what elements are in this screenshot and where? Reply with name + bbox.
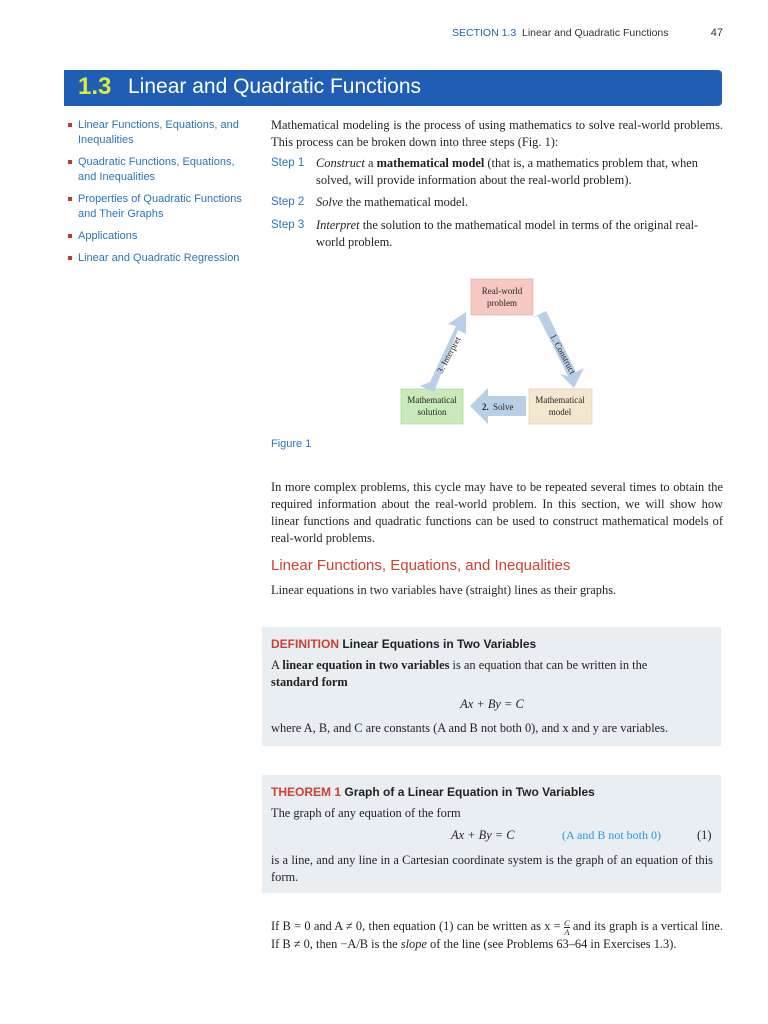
final-text: If B = 0 and A ≠ 0, then equation (1) can be written as x = [271,919,564,933]
real-world-problem-box [471,279,533,315]
definition-where: where A, B, and C are constants (A and B not both 0), and x and y are variables. [271,721,669,735]
theorem-keyword: THEOREM 1 [271,785,342,799]
interpret-arrow [420,312,466,392]
banner-title: Linear and Quadratic Functions [128,75,422,98]
theorem-title: Graph of a Linear Equation in Two Variables [344,785,595,799]
step-label: Step 3 [271,219,305,231]
step-3 [271,217,723,251]
fraction-denominator: A [564,926,570,937]
equation-number: (1) [697,828,712,842]
intro-paragraph: Mathematical modeling is the process of using mathematics to solve real-world problems. This process can be broken down into three steps (Fig. 1): [271,118,723,149]
definition-text: A [271,658,283,672]
topic-item: Linear and Quadratic Regression [68,251,248,266]
topic-item: Linear Functions, Equations, and Inequalities [68,118,248,148]
modeling-cycle-diagram [398,276,596,426]
final-paragraph [271,918,723,953]
step-label: Step 2 [271,196,305,208]
theorem-box [262,775,721,893]
solve-label: Solve [493,402,514,412]
solve-number: 2. [482,402,489,412]
step-text: (that is, a mathematics problem that, when solved, will provide information about the real-world problem). [316,156,698,187]
step-term: Interpret [316,218,360,232]
page-number: 47 [710,27,723,39]
section-label: SECTION 1.3 [452,27,517,39]
definition-text: is an equation that can be written in the [449,658,648,672]
step-text: a [364,156,377,170]
section-topics [68,118,248,273]
running-head [440,27,723,43]
definition-equation: Ax + By = C [460,697,524,711]
section-heading: Linear Functions, Equations, and Inequalities [271,557,571,574]
theorem-note: (A and B not both 0) [562,828,661,842]
final-text: of the line (see Problems 63–64 in Exercises 1.3). [426,936,677,951]
definition-line1 [271,657,713,674]
cycle-paragraph: In more complex problems, this cycle may have to be repeated several times to obtain the required information about the real-world problem. In this section, we will show how linear functions and quadratic functions can be used to construct mathematical models of real-world problems. [271,480,723,545]
step-label: Step 1 [271,157,305,169]
right-box-line2: model [548,407,572,417]
definition-line2 [271,674,713,691]
section-banner [64,70,722,106]
step-bold: mathematical model [376,156,485,170]
topic-item: Properties of Quadratic Functions and Their Graphs [68,192,248,222]
theorem-line1: The graph of any equation of the form [271,806,461,820]
top-box-line1: Real-world [481,286,523,296]
banner-number: 1.3 [78,73,112,100]
definition-bold: linear equation in two variables [282,658,450,672]
left-box-line2: solution [417,407,447,417]
definition-title: Linear Equations in Two Variables [342,637,537,651]
step-2 [271,194,723,211]
interpret-label: 3. Interpret [434,334,463,375]
left-box-line1: Mathematical [407,395,457,405]
definition-box [262,627,721,746]
step-term: Construct [316,156,365,170]
theorem-equation: Ax + By = C [451,828,515,842]
definition-keyword: DEFINITION [271,637,339,651]
theorem-header [271,785,595,799]
theorem-line2: is a line, and any line in a Cartesian coordinate system is the graph of an equation of this form. [271,853,713,884]
topic-item: Quadratic Functions, Equations, and Inequalities [68,155,248,185]
step-1 [271,155,723,189]
step-term: Solve [316,195,343,209]
topic-item: Applications [68,229,248,244]
section-title: Linear and Quadratic Functions [522,27,669,39]
definition-bold: standard form [271,675,348,689]
definition-header [271,637,536,651]
fraction-numerator: C [563,917,570,928]
step-text: the mathematical model. [342,195,469,209]
slope-term: slope [400,936,427,951]
top-box-line2: problem [487,298,517,308]
step-text: the solution to the mathematical model in terms of the original real-world problem. [316,218,699,249]
lines-paragraph: Linear equations in two variables have (straight) lines as their graphs. [271,583,617,597]
construct-label: 1. Construct [548,332,578,376]
final-text: and its graph is a vertical line. If B ≠ 0, then −A/B is the [271,919,723,951]
right-box-line1: Mathematical [535,395,585,405]
figure-caption: Figure 1 [271,438,312,450]
